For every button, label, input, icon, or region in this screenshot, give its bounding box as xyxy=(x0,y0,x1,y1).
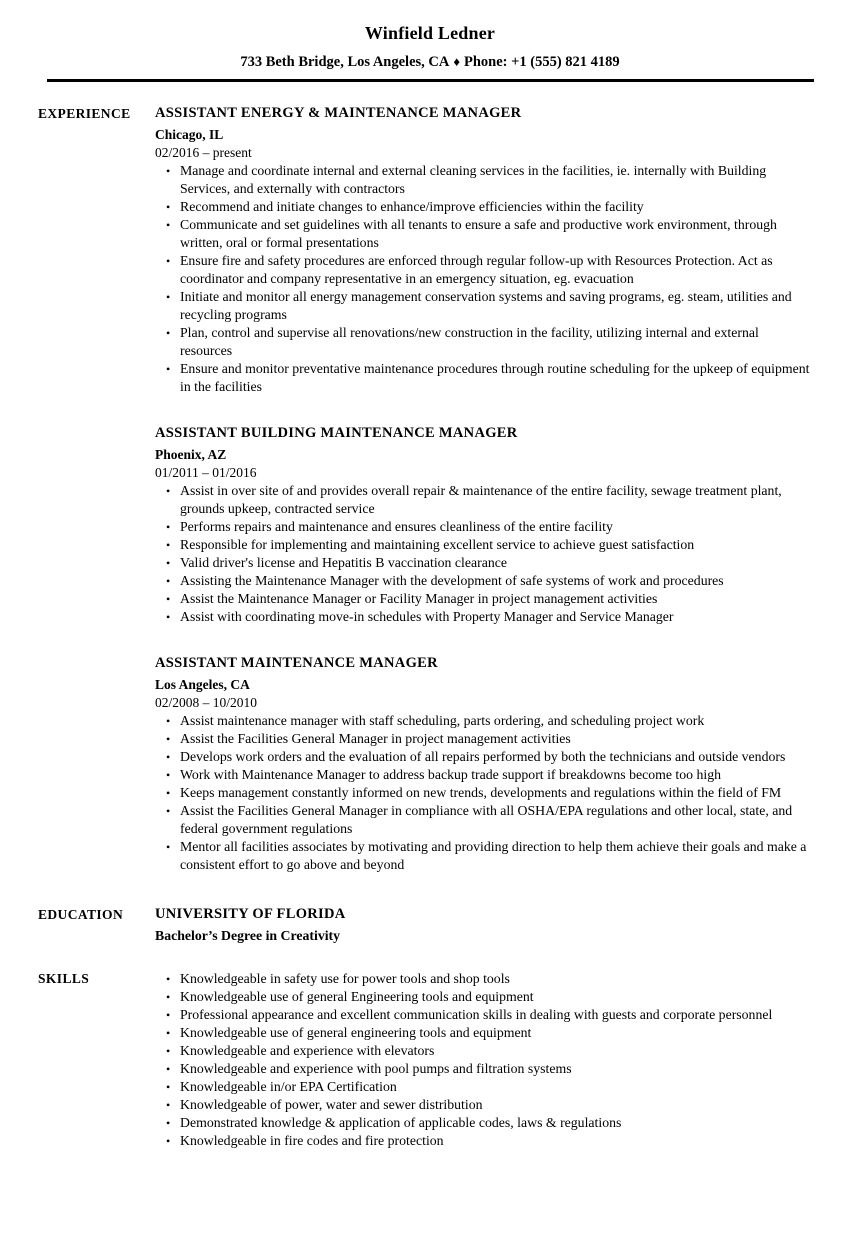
contact-address: 733 Beth Bridge, Los Angeles, CA xyxy=(240,54,450,70)
job-entry xyxy=(155,424,810,626)
job-bullet: • Recommend and initiate changes to enhance/improve efficiencies within the facility xyxy=(155,198,810,216)
section-label-education: EDUCATION xyxy=(38,907,124,922)
job-dates: 02/2016 – present xyxy=(155,145,252,160)
skill-bullet: • Knowledgeable in safety use for power tools and shop tools xyxy=(155,970,810,988)
skill-bullet: • Professional appearance and excellent communication skills in dealing with guests and corporate personnel xyxy=(155,1006,810,1024)
skill-bullet: • Knowledgeable in/or EPA Certification xyxy=(155,1078,810,1096)
job-location: Los Angeles, CA xyxy=(155,677,250,692)
skills-bullet-list xyxy=(155,970,810,1150)
skill-bullet: • Knowledgeable use of general Engineering tools and equipment xyxy=(155,988,810,1006)
job-bullet-list xyxy=(155,482,810,626)
job-bullet: • Assist the Maintenance Manager or Facility Manager in project management activities xyxy=(155,590,810,608)
job-dates: 01/2011 – 01/2016 xyxy=(155,465,257,480)
job-bullet: • Assist the Facilities General Manager in compliance with all OSHA/EPA regulations and other local, state, and federal government regulations xyxy=(155,802,810,838)
job-bullet: • Develops work orders and the evaluation of all repairs performed by both the technicians and outside vendors xyxy=(155,748,810,766)
job-bullet: • Assist with coordinating move-in schedules with Property Manager and Service Manager xyxy=(155,608,810,626)
job-title: ASSISTANT ENERGY & MAINTENANCE MANAGER xyxy=(155,105,522,121)
job-bullet: • Manage and coordinate internal and external cleaning services in the facilities, ie. internally with Building Services, and externally with contractors xyxy=(155,162,810,198)
diamond-separator-icon: ♦ xyxy=(453,54,460,69)
job-title: ASSISTANT BUILDING MAINTENANCE MANAGER xyxy=(155,425,518,441)
job-location: Phoenix, AZ xyxy=(155,447,227,462)
job-bullet: • Assist maintenance manager with staff scheduling, parts ordering, and scheduling project work xyxy=(155,712,810,730)
experience-section xyxy=(0,104,860,874)
education-body xyxy=(155,905,810,945)
job-bullet: • Assist the Facilities General Manager in project management activities xyxy=(155,730,810,748)
skill-bullet: • Knowledgeable in fire codes and fire protection xyxy=(155,1132,810,1150)
job-bullet: • Assisting the Maintenance Manager with the development of safe systems of work and procedures xyxy=(155,572,810,590)
job-title: ASSISTANT MAINTENANCE MANAGER xyxy=(155,655,438,671)
job-bullet: • Keeps management constantly informed on new trends, developments and regulations within the field of FM xyxy=(155,784,810,802)
job-bullet-list xyxy=(155,712,810,874)
experience-body xyxy=(155,104,810,874)
skill-bullet: • Demonstrated knowledge & application of applicable codes, laws & regulations xyxy=(155,1114,810,1132)
job-dates: 02/2008 – 10/2010 xyxy=(155,695,258,710)
skills-body xyxy=(155,969,810,1150)
section-label-skills: SKILLS xyxy=(38,971,90,986)
job-bullet: • Assist in over site of and provides overall repair & maintenance of the entire facility, sewage treatment plant, grounds upkeep, contracted service xyxy=(155,482,810,518)
skill-bullet: • Knowledgeable use of general engineering tools and equipment xyxy=(155,1024,810,1042)
skill-bullet: • Knowledgeable and experience with pool pumps and filtration systems xyxy=(155,1060,810,1078)
job-bullet-list xyxy=(155,162,810,396)
job-entry xyxy=(155,104,810,396)
job-bullet: • Initiate and monitor all energy management conservation systems and saving programs, eg. steam, utilities and recycling programs xyxy=(155,288,810,324)
job-entry xyxy=(155,654,810,874)
candidate-name: Winfield Ledner xyxy=(364,23,496,43)
contact-line xyxy=(0,52,860,72)
job-bullet: • Work with Maintenance Manager to address backup trade support if breakdowns become too high xyxy=(155,766,810,784)
education-section xyxy=(0,905,860,945)
education-degree: Bachelor’s Degree in Creativity xyxy=(155,928,341,943)
header-divider xyxy=(47,79,814,82)
education-school: UNIVERSITY OF FLORIDA xyxy=(155,906,346,922)
job-bullet: • Ensure and monitor preventative maintenance procedures through routine scheduling for the upkeep of equipment in the facilities xyxy=(155,360,810,396)
contact-phone: Phone: +1 (555) 821 4189 xyxy=(464,54,620,70)
job-bullet: • Performs repairs and maintenance and ensures cleanliness of the entire facility xyxy=(155,518,810,536)
job-location: Chicago, IL xyxy=(155,127,224,142)
job-bullet: • Ensure fire and safety procedures are enforced through regular follow-up with Resources Protection. Act as coordinator and company representative in an emergency situation, eg. evacuation xyxy=(155,252,810,288)
job-bullet: • Mentor all facilities associates by motivating and providing direction to help them achieve their goals and make a consistent effort to go above and beyond xyxy=(155,838,810,874)
skill-bullet: • Knowledgeable of power, water and sewer distribution xyxy=(155,1096,810,1114)
job-bullet: • Plan, control and supervise all renovations/new construction in the facility, utilizing internal and external resources xyxy=(155,324,810,360)
skill-bullet: • Knowledgeable and experience with elevators xyxy=(155,1042,810,1060)
resume-header xyxy=(0,0,860,82)
job-bullet: • Responsible for implementing and maintaining excellent service to achieve guest satisfaction xyxy=(155,536,810,554)
job-bullet: • Communicate and set guidelines with all tenants to ensure a safe and productive work environment, through written, oral or formal presentations xyxy=(155,216,810,252)
job-bullet: • Valid driver's license and Hepatitis B vaccination clearance xyxy=(155,554,810,572)
section-label-experience: EXPERIENCE xyxy=(38,106,131,121)
skills-section xyxy=(0,969,860,1150)
